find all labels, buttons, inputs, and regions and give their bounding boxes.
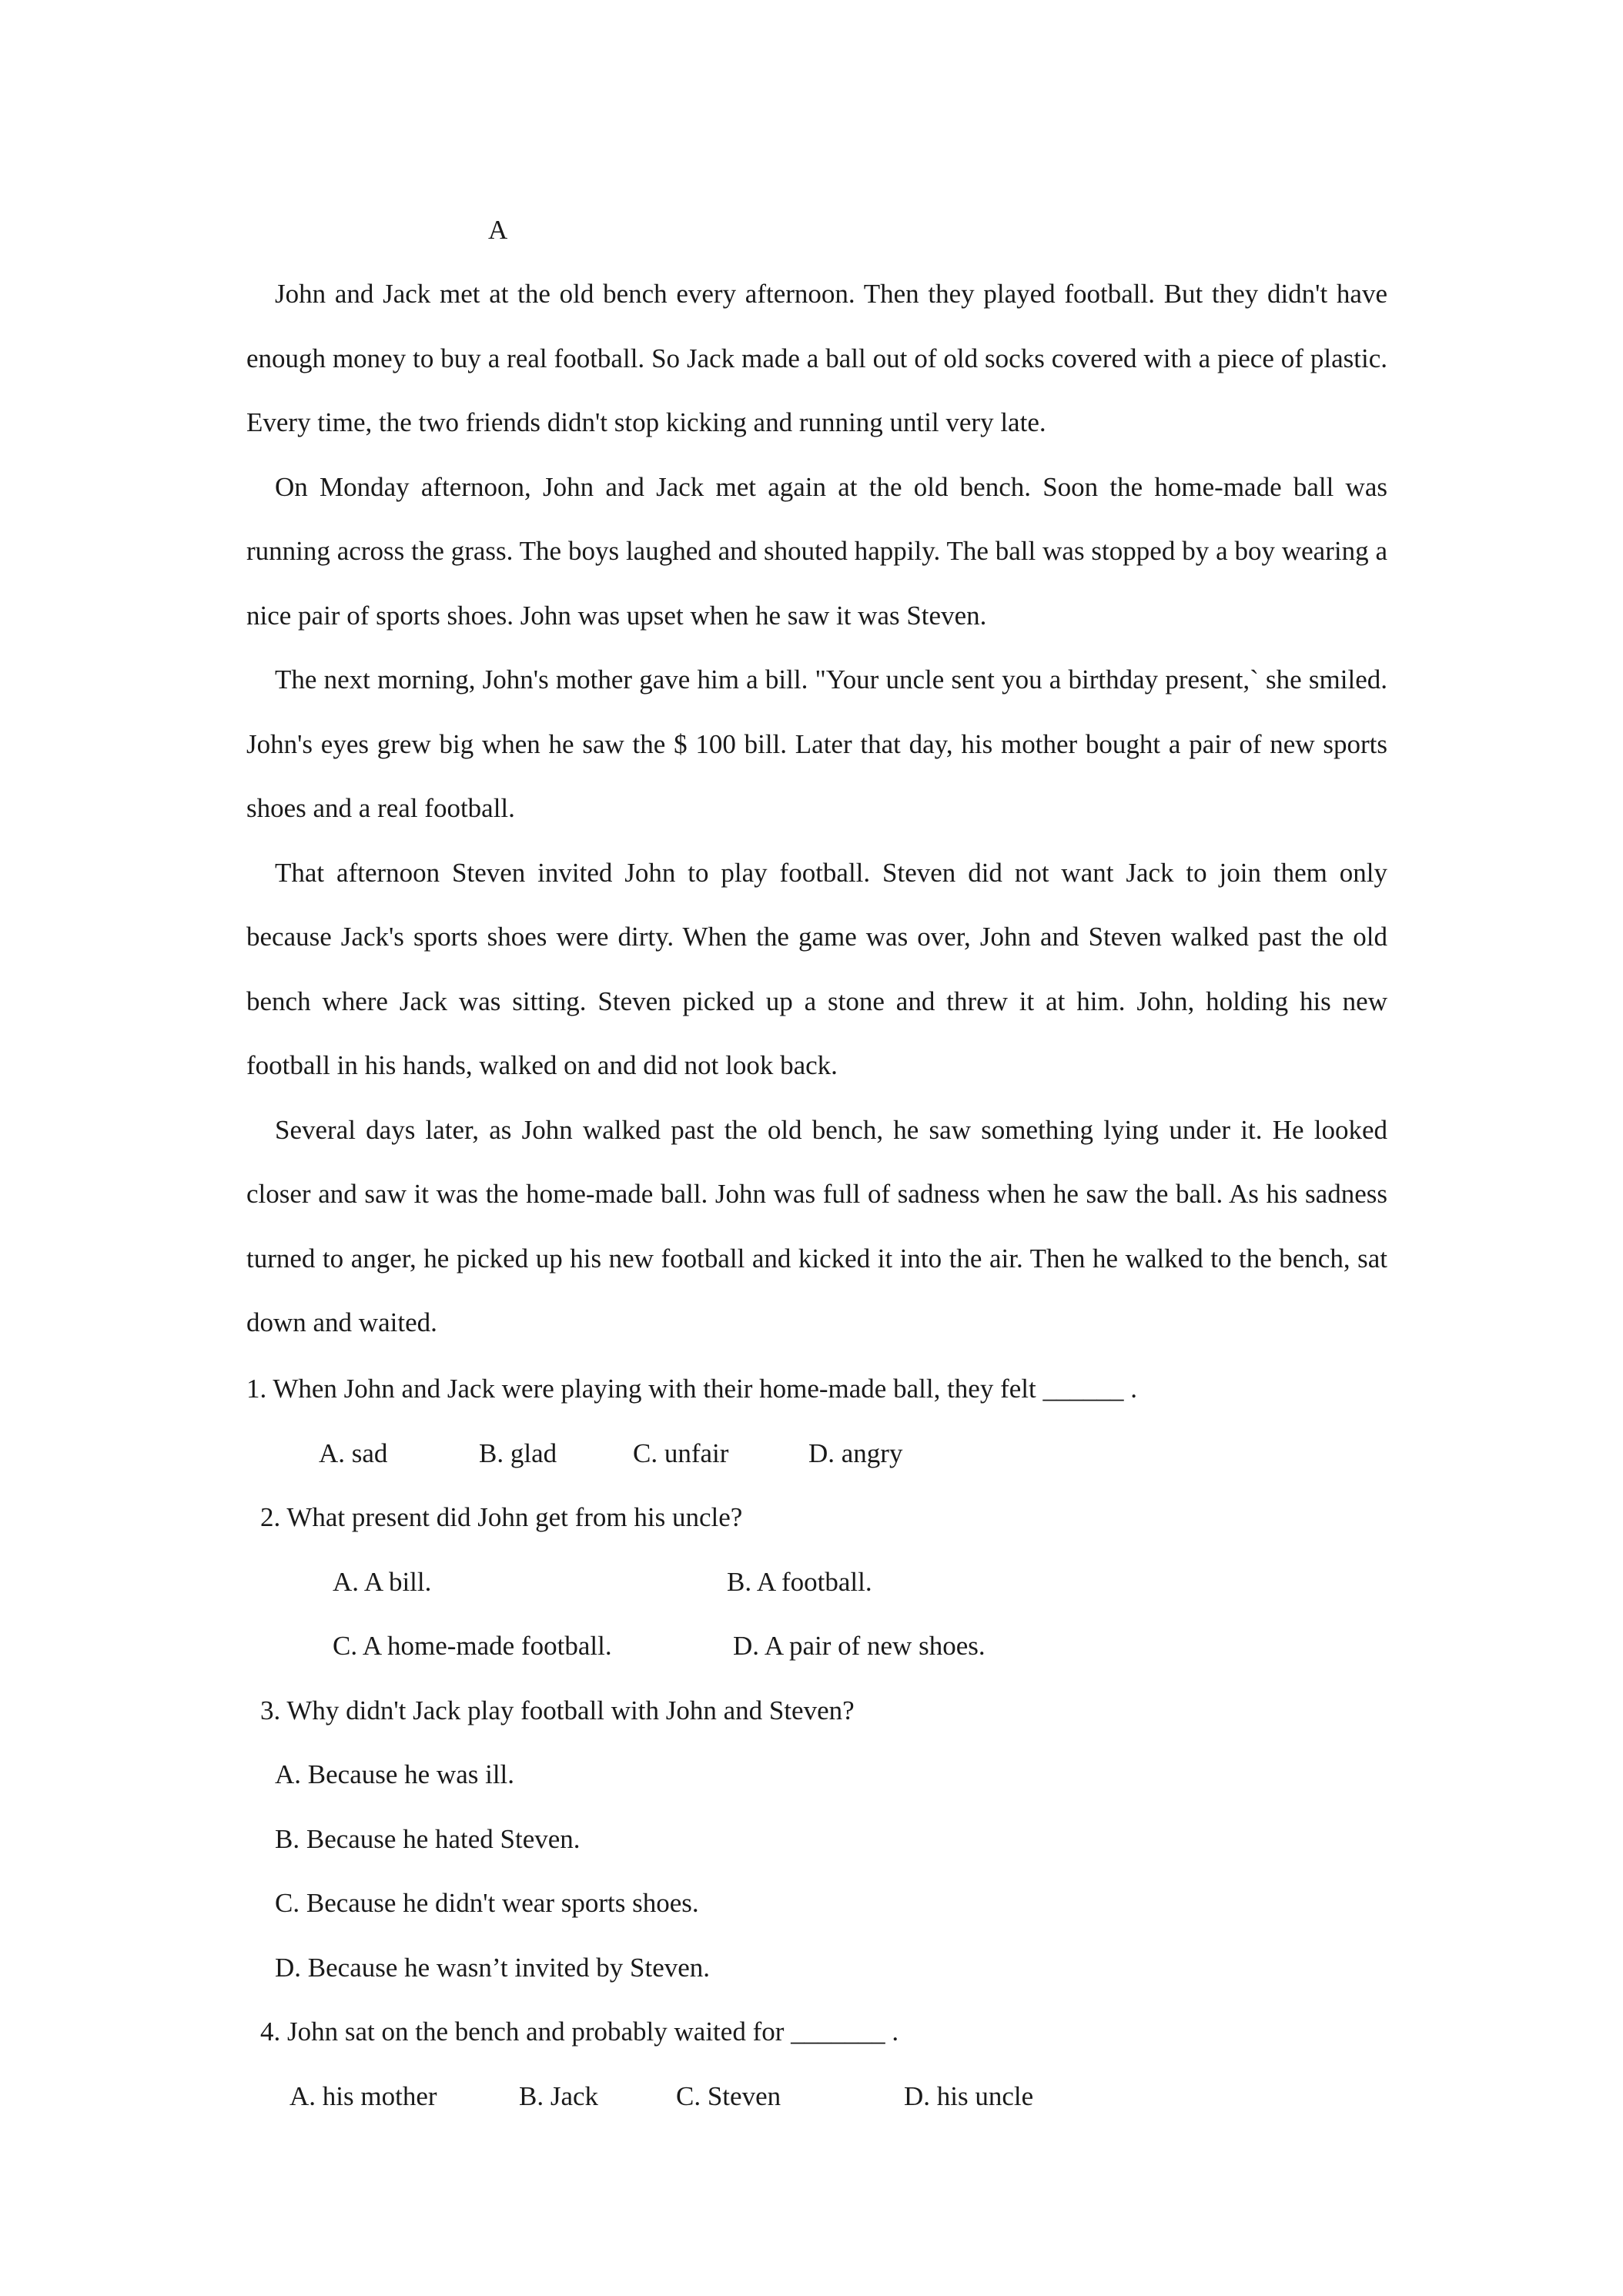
passage-paragraph: On Monday afternoon, John and Jack met again at the old bench. Soon the home-made ball was running across the grass. The boys laughed and shouted happily. The ball was stopped by a boy wearing a nice pair of sports shoes. John was upset when he saw it was Steven. (246, 471, 1387, 631)
question-3-option-a: A. Because he was ill. (275, 1759, 515, 1789)
reading-passage (246, 262, 1387, 1355)
passage-paragraph: That afternoon Steven invited John to play football. Steven did not want Jack to join them only because Jack's sports shoes were dirty. When the game was over, John and Steven walked past the old bench where Jack was sitting. Steven picked up a stone and threw it at him. John, holding his new football in his hands, walked on and did not look back. (246, 857, 1387, 1080)
question-2-option-b: B. A football. (727, 1566, 872, 1597)
question-4-option-c: C. Steven (676, 2080, 781, 2111)
question-3-option-b: B. Because he hated Steven. (275, 1823, 581, 1854)
question-2-option-a: A. A bill. (333, 1566, 432, 1597)
question-2-options-row-2 (246, 1614, 1387, 1678)
question-3-option-d: D. Because he wasn’t invited by Steven. (275, 1952, 711, 1983)
question-2-option-d: D. A pair of new shoes. (733, 1631, 986, 1661)
question-3-option-c: C. Because he didn't wear sports shoes. (275, 1888, 699, 1918)
question-4-option-a: A. his mother (289, 2080, 437, 2111)
passage-paragraph: John and Jack met at the old bench every afternoon. Then they played football. But they didn't have enough money to buy a real football. So Jack made a ball out of old socks covered with a piece of plastic. Every time, the two friends didn't stop kicking and running until very late. (246, 279, 1387, 437)
question-2-stem: 2. What present did John get from his uncle? (260, 1502, 743, 1532)
passage-paragraph: Several days later, as John walked past the old bench, he saw something lying under it. He looked closer and saw it was the home-made ball. John was full of sadness when he saw the ball. As his sadness turned to anger, he picked up his new football and kicked it into the air. Then he walked to the bench, sat down and waited. (246, 1114, 1387, 1337)
question-3-stem: 3. Why didn't Jack play football with John and Steven? (260, 1695, 855, 1725)
question-4-option-d: D. his uncle (904, 2080, 1034, 2111)
question-list (246, 1357, 1387, 2128)
question-2-option-c: C. A home-made football. (333, 1631, 612, 1661)
section-label: A (488, 215, 508, 245)
question-1-options (246, 1421, 1387, 1486)
question-1-option-d: D. angry (808, 1438, 903, 1468)
question-2-options-row-1 (246, 1550, 1387, 1615)
question-4-options (246, 2064, 1387, 2129)
question-4-stem: 4. John sat on the bench and probably waited for _______ . (260, 2017, 899, 2047)
passage-paragraph: The next morning, John's mother gave him a bill. "Your uncle sent you a birthday present,` she smiled. John's eyes grew big when he saw the $ 100 bill. Later that day, his mother bought a pair of new sports shoes and a real football. (246, 664, 1387, 823)
question-1-stem: 1. When John and Jack were playing with their home-made ball, they felt ______ . (246, 1374, 1137, 1404)
question-1-option-c: C. unfair (633, 1438, 729, 1468)
question-1-option-a: A. sad (319, 1438, 388, 1468)
question-1-option-b: B. glad (479, 1438, 557, 1468)
question-4-option-b: B. Jack (519, 2080, 599, 2111)
